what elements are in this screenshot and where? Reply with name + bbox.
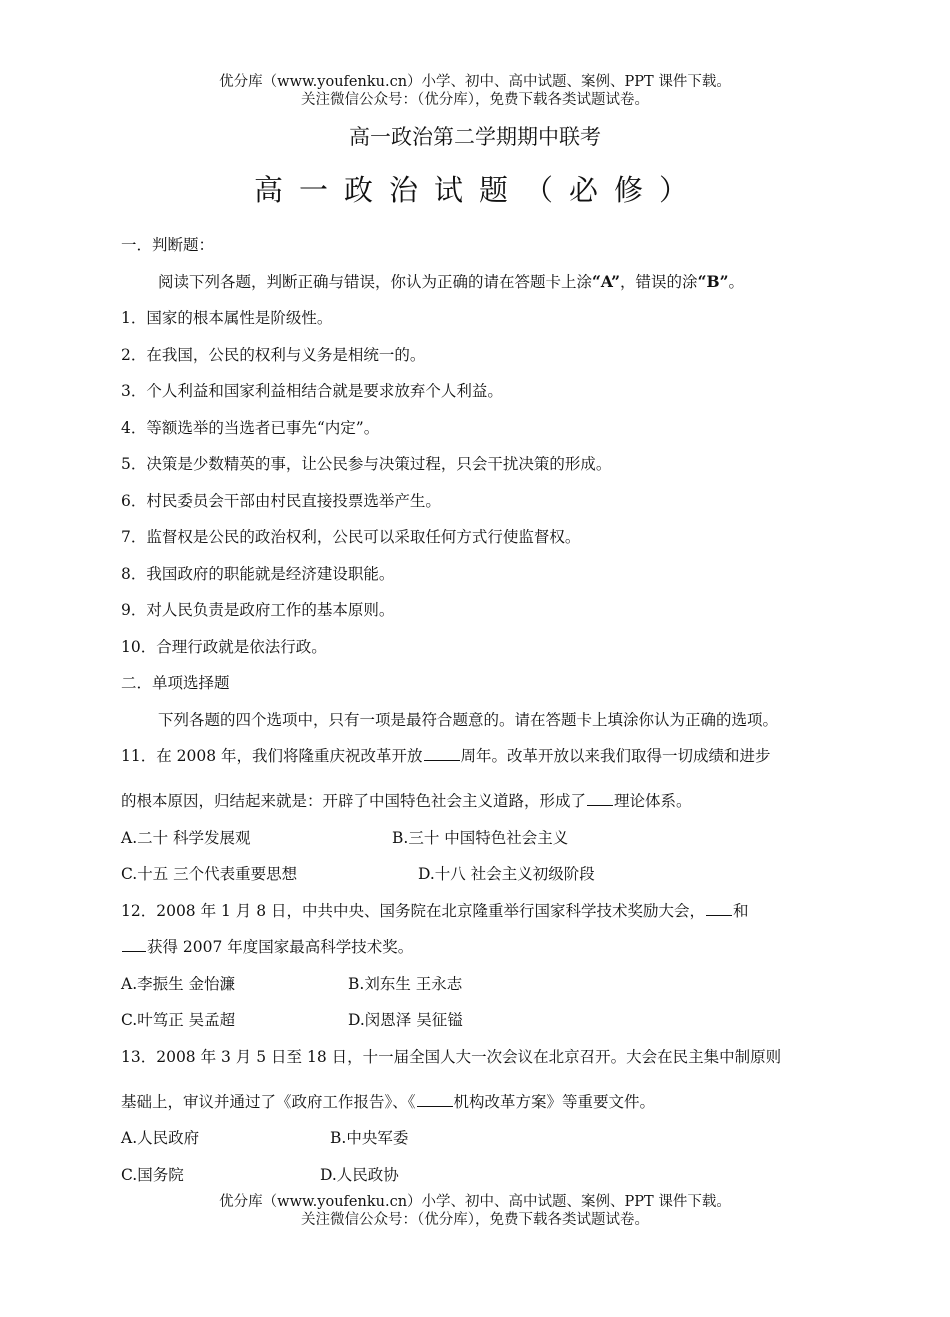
page-header — [0, 73, 950, 109]
question-8: 8．我国政府的职能就是经济建设职能。 — [121, 564, 395, 583]
answer-blank — [706, 900, 732, 916]
footer-line-1: 优分库（www.youfenku.cn）小学、初中、高中试题、案例、PPT 课件下载。 — [219, 1194, 731, 1210]
exam-subtitle: 高一政治第二学期期中联考 — [349, 125, 601, 149]
footer-line-2: 关注微信公众号：（优分库），免费下载各类试题试卷。 — [301, 1212, 649, 1228]
answer-blank — [424, 745, 460, 761]
exam-title: 高一政治试题（必修） — [253, 173, 704, 207]
question-4: 4．等额选举的当选者已事先“内定”。 — [121, 418, 380, 437]
question-3: 3．个人利益和国家利益相结合就是要求放弃个人利益。 — [121, 382, 503, 400]
question-12-line-2: 获得 2007 年度国家最高科学技术奖。 — [121, 933, 881, 970]
answer-blank — [122, 936, 146, 952]
header-line-2: 关注微信公众号：（优分库），免费下载各类试题试卷。 — [301, 92, 649, 108]
question-11-line-2: 的根本原因，归结起来就是：开辟了中国特色社会主义道路，形成了 理论体系。 — [121, 792, 692, 810]
question-1: 1．国家的根本属性是阶级性。 — [121, 309, 333, 327]
question-11-options-ab — [121, 824, 881, 861]
section2-heading: 二．单项选择题 — [121, 674, 230, 692]
option-d: D.十八 社会主义初级阶段 — [418, 865, 595, 883]
answer-mark-a: “A” — [592, 271, 621, 291]
option-b: B.中央军委 — [330, 1129, 409, 1147]
question-11-options-cd — [121, 860, 881, 897]
question-9: 9．对人民负责是政府工作的基本原则。 — [121, 601, 395, 619]
section2-instruction: 下列各题的四个选项中，只有一项是最符合题意的。请在答题卡上填涂你认为正确的选项。 — [158, 710, 779, 729]
answer-blank — [417, 1091, 453, 1107]
question-10: 10．合理行政就是依法行政。 — [121, 637, 327, 656]
option-c: C.国务院 — [121, 1165, 184, 1184]
option-a: A.二十 科学发展观 — [121, 828, 251, 847]
question-12-options-cd — [121, 1006, 881, 1043]
question-11-line-1: 11．在 2008 年，我们将隆重庆祝改革开放 周年。改革开放以来我们取得一切成绩和进步 — [121, 747, 771, 765]
option-a: A.人民政府 — [121, 1129, 200, 1147]
section1-heading: 一．判断题： — [121, 236, 215, 254]
question-12-line-1: 12．2008 年 1 月 8 日，中共中央、国务院在北京隆重举行国家科学技术奖励大会， 和 — [121, 901, 749, 920]
question-13-line-2: 基础上，审议并通过了《政府工作报告》、《 机构改革方案》等重要文件。 — [121, 1092, 656, 1111]
section1-instruction: 阅读下列各题，判断正确与错误，你认为正确的请在答题卡上涂“A”，错误的涂“B”。 — [158, 271, 745, 291]
question-13-options-ab — [121, 1124, 881, 1161]
answer-blank — [587, 790, 613, 806]
option-c: C.十五 三个代表重要思想 — [121, 865, 298, 883]
option-d: D.人民政协 — [320, 1165, 399, 1184]
option-b: B.刘东生 王永志 — [348, 974, 463, 993]
question-13-line-1: 13．2008 年 3 月 5 日至 18 日，十一届全国人大一次会议在北京召开。大会在民主集中制原则 — [121, 1047, 782, 1066]
option-a: A.李振生 金怡濂 — [121, 974, 236, 993]
question-6: 6．村民委员会干部由村民直接投票选举产生。 — [121, 491, 441, 510]
exam-content — [121, 231, 881, 1197]
question-12-options-ab — [121, 970, 881, 1007]
option-b: B.三十 中国特色社会主义 — [392, 828, 569, 847]
question-5: 5．决策是少数精英的事，让公民参与决策过程，只会干扰决策的形成。 — [121, 455, 612, 473]
header-line-1: 优分库（www.youfenku.cn）小学、初中、高中试题、案例、PPT 课件下载。 — [219, 74, 731, 90]
option-d: D.闵恩泽 吴征镒 — [348, 1011, 463, 1029]
answer-mark-b: “B” — [697, 271, 729, 291]
question-7: 7．监督权是公民的政治权利，公民可以采取任何方式行使监督权。 — [121, 528, 581, 546]
page-footer — [0, 1193, 950, 1229]
question-2: 2．在我国，公民的权利与义务是相统一的。 — [121, 345, 426, 364]
question-13-options-cd — [121, 1161, 881, 1198]
option-c: C.叶笃正 吴孟超 — [121, 1011, 236, 1029]
